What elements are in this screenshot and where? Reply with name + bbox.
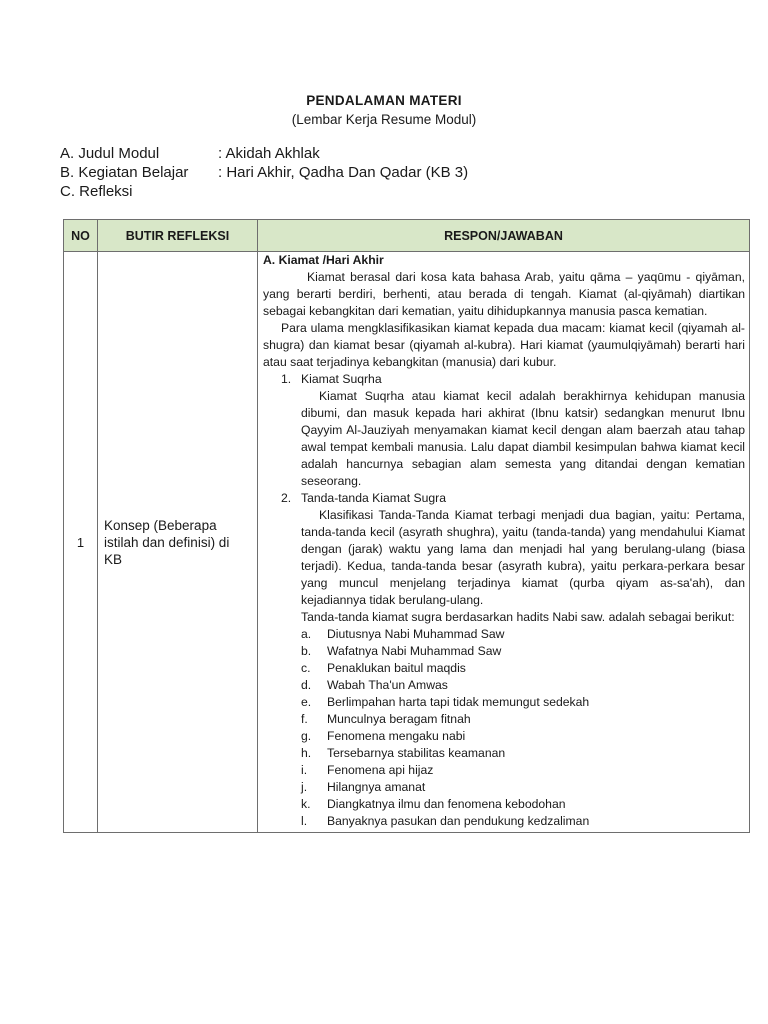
subsection-title: Kiamat Suqrha (301, 372, 382, 386)
meta-row-refleksi (60, 183, 218, 200)
row-number: 1 (64, 252, 98, 833)
meta-key: C. Refleksi (60, 183, 133, 200)
paragraph-tanda-intro: Tanda-tanda kiamat sugra berdasarkan hadits Nabi saw. adalah sebagai berikut: (301, 610, 735, 624)
header-respon: RESPON/JAWABAN (258, 220, 750, 252)
section-title: A. Kiamat /Hari Akhir (263, 253, 384, 267)
table-header-row (64, 220, 750, 252)
subsection-number: 1. (281, 372, 292, 386)
subsection-heading-1 (263, 371, 745, 388)
header-butir: BUTIR REFLEKSI (98, 220, 258, 252)
list-item: c. Penaklukan baitul maqdis (301, 661, 466, 675)
list-item: b. Wafatnya Nabi Muhammad Saw (301, 644, 502, 658)
list-item: k. Diangkatnya ilmu dan fenomena kebodohan (301, 797, 566, 811)
reflection-table (63, 219, 750, 833)
subsection-heading-2 (263, 490, 745, 507)
meta-row-judul (60, 145, 320, 162)
header-no: NO (64, 220, 98, 252)
meta-row-kegiatan (60, 164, 468, 181)
list-item: e. Berlimpahan harta tapi tidak memungut sedekah (301, 695, 590, 709)
meta-key: B. Kegiatan Belajar (60, 164, 189, 181)
subsection-title: Tanda-tanda Kiamat Sugra (301, 491, 446, 505)
row-butir: Konsep (Beberapa istilah dan definisi) di KB (98, 252, 258, 833)
list-item: l. Banyaknya pasukan dan pendukung kedzaliman (301, 814, 590, 828)
row-response (258, 252, 750, 833)
list-item: h. Tersebarnya stabilitas keamanan (301, 746, 506, 760)
list-item: j. Hilangnya amanat (301, 780, 426, 794)
paragraph-kiamat-definition: Kiamat berasal dari kosa kata bahasa Arab, yaitu qāma – yaqūmu - qiyāman, yang berarti berdiri, berhenti, atau berada di tengah. Kiamat (al-qiyāmah) diartikan sebagai kebangkitan dari kematian, yaitu dihidupkannya manusia pasca kematian. (263, 270, 745, 318)
document-title: PENDALAMAN MATERI (306, 93, 462, 108)
list-item: d. Wabah Tha'un Amwas (301, 678, 448, 692)
paragraph-kiamat-suqrha: Kiamat Suqrha atau kiamat kecil adalah berakhirnya kehidupan manusia dibumi, dan masuk kepada hari akhirat (Ibnu katsir) sedangkan menurut Ibnu Qayyim Al-Jauziyah menyamakan kiamat kecil dengan alam baerzah atau tahap awal tempat kembali manusia. Lalu dapat diambil kesimpulan bahwa kiamat kecil adalah hancurnya sebagian alam semesta yang ditandai dengan kematian seseorang. (301, 389, 745, 488)
signs-list (263, 626, 745, 830)
paragraph-tanda-klasifikasi: Klasifikasi Tanda-Tanda Kiamat terbagi menjadi dua bagian, yaitu: Pertama, tanda-tanda kecil (asyrath shughra), yaitu (tanda-tanda) yang mendahului Kiamat dengan (jarak) waktu yang lama dan menjadi hal yang berulang-ulang (biasa terjadi). Kedua, tanda-tanda besar (asyrath kubra), yaitu perkara-perkara besar yang muncul menjelang terjadinya kiamat (qurba qiyam as-sa'ah), dan kejadiannya tidak berulang-ulang. (301, 508, 745, 607)
meta-key: A. Judul Modul (60, 145, 160, 162)
table-row (64, 252, 750, 833)
list-item: a. Diutusnya Nabi Muhammad Saw (301, 627, 505, 641)
subsection-number: 2. (281, 491, 292, 505)
list-item: g. Fenomena mengaku nabi (301, 729, 466, 743)
list-item: i. Fenomena api hijaz (301, 763, 434, 777)
meta-value: : Akidah Akhlak (218, 145, 320, 162)
meta-value: : Hari Akhir, Qadha Dan Qadar (KB 3) (218, 164, 469, 181)
list-item: f. Munculnya beragam fitnah (301, 712, 471, 726)
paragraph-kiamat-classification: Para ulama mengklasifikasikan kiamat kepada dua macam: kiamat kecil (qiyamah al-shugra) dan kiamat besar (qiyamah al-kubra). Hari kiamat (yaumulqiyāmah) berarti hari atau saat terjadinya kebangkitan (manusia) dari kubur. (263, 321, 745, 369)
document-subtitle: (Lembar Kerja Resume Modul) (291, 112, 477, 127)
